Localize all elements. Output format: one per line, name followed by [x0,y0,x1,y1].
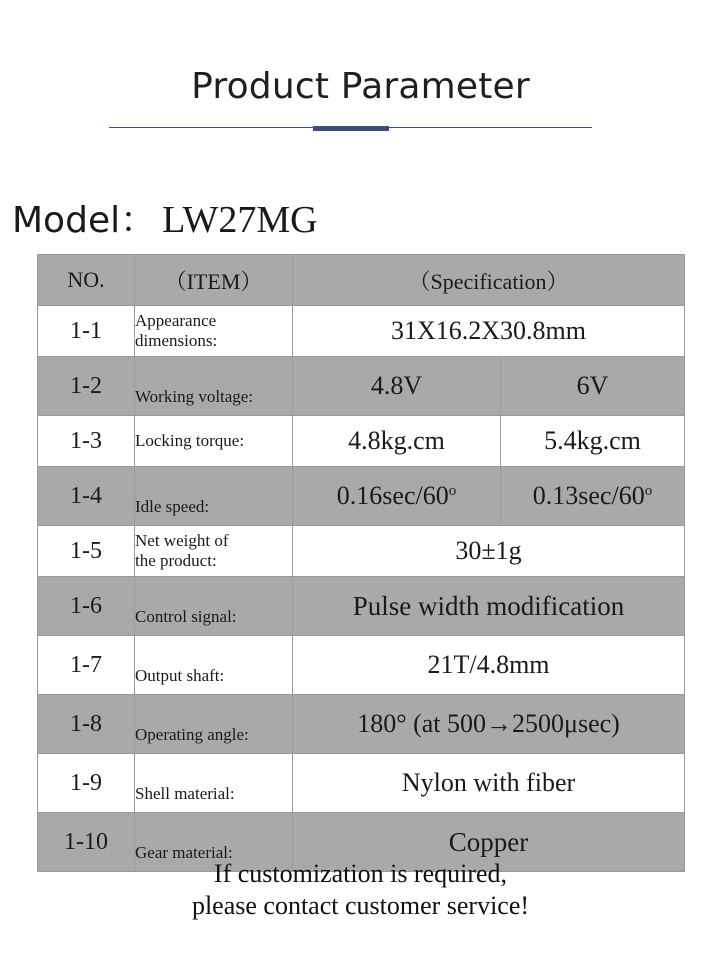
table-row [38,467,685,526]
row-spec: 180° (at 500→2500μsec) [293,695,685,754]
row-item-line: Output shaft: [135,666,225,685]
row-spec: 30±1g [293,526,685,577]
row-spec: 31X16.2X30.8mm [293,306,685,357]
column-header-item: （ITEM） [135,255,293,306]
row-item [135,526,293,577]
row-item [135,636,293,695]
row-item [135,754,293,813]
row-item-line: dimensions: [135,331,218,350]
parameter-table [37,254,685,872]
row-number: 1-9 [38,754,135,813]
title-divider-accent [313,126,389,131]
spec-b-degree: o [644,483,653,499]
row-spec-a: 4.8V [293,357,501,416]
note-line-2: please contact customer service! [191,891,530,920]
row-item-line: Net weight of [135,531,229,550]
model-heading [12,192,318,243]
column-header-no: NO. [38,255,135,306]
page-title: Product Parameter [191,66,530,107]
row-item [135,416,293,467]
row-spec: Copper [293,813,685,872]
row-item-line: Shell material: [135,784,235,803]
row-number: 1-6 [38,577,135,636]
row-spec: Nylon with fiber [293,754,685,813]
row-item-line: Locking torque: [135,431,245,450]
row-item [135,306,293,357]
table-row [38,577,685,636]
row-spec-b: 5.4kg.cm [501,416,685,467]
row-item [135,467,293,526]
column-header-specification: （Specification） [293,255,685,306]
model-label: Model： [12,200,157,241]
row-number: 1-2 [38,357,135,416]
note-line-1: If customization is required, [213,859,508,888]
row-spec-a: 4.8kg.cm [293,416,501,467]
row-item [135,357,293,416]
customization-note [0,858,721,922]
row-number: 1-3 [38,416,135,467]
row-number: 1-8 [38,695,135,754]
table-row [38,526,685,577]
row-item-line: Operating angle: [135,725,249,744]
table-header-row [38,255,685,306]
row-spec: 21T/4.8mm [293,636,685,695]
row-number: 1-1 [38,306,135,357]
table-row [38,416,685,467]
row-spec-b [501,467,685,526]
row-item-line: Control signal: [135,607,237,626]
table-row [38,754,685,813]
row-item-line: Gear material: [135,843,233,862]
row-item-line: Idle speed: [135,497,210,516]
spec-b-text: 0.13sec/60 [532,481,645,510]
row-item-line: the product: [135,551,217,570]
row-number: 1-5 [38,526,135,577]
row-item [135,577,293,636]
row-number: 1-4 [38,467,135,526]
model-value: LW27MG [162,199,318,241]
row-number: 1-7 [38,636,135,695]
spec-a-degree: o [448,483,457,499]
row-number: 1-10 [38,813,135,872]
row-item-line: Working voltage: [135,387,254,406]
row-item [135,695,293,754]
row-spec: Pulse width modification [293,577,685,636]
spec-a-text: 0.16sec/60 [336,481,449,510]
row-spec-b: 6V [501,357,685,416]
table-row [38,636,685,695]
table-row [38,306,685,357]
table-row [38,695,685,754]
row-spec-a [293,467,501,526]
table-row [38,357,685,416]
row-item-line: Appearance [135,311,217,330]
